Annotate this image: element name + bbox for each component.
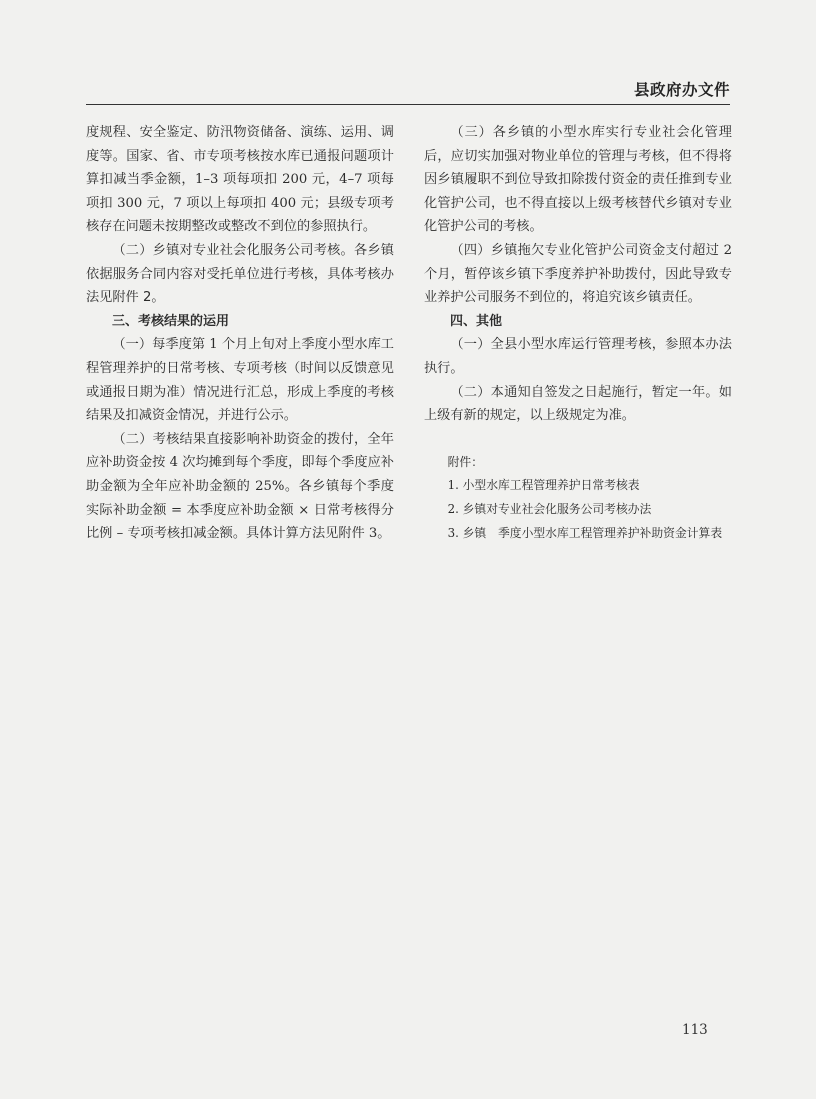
section-heading: 三、考核结果的运用	[112, 313, 230, 329]
page-header	[86, 78, 730, 105]
attachments-list	[424, 451, 732, 545]
paragraph: （一）全县小型水库运行管理考核，参照本办法执行。	[424, 337, 732, 376]
paragraph: （二）乡镇对专业社会化服务公司考核。各乡镇依据服务合同内容对受托单位进行考核，具体考核办法见附件 2。	[86, 242, 394, 306]
left-column	[86, 121, 394, 546]
paragraph: （三）各乡镇的小型水库实行专业社会化管理后，应切实加强对物业单位的管理与考核，但不得将因乡镇履职不到位导致扣除拨付资金的责任推到专业化管护公司，也不得直接以上级考核替代乡镇对专业化管护公司的考核。	[424, 125, 732, 235]
paragraph: （一）每季度第 1 个月上旬对上季度小型水库工程管理养护的日常考核、专项考核（时间以反馈意见或通报日期为准）情况进行汇总，形成上季度的考核结果及扣减资金情况，并进行公示。	[86, 337, 394, 424]
right-column	[424, 121, 732, 545]
header-title: 县政府办文件	[633, 81, 730, 99]
paragraph: （四）乡镇拖欠专业化管护公司资金支付超过 2 个月，暂停该乡镇下季度养护补助拨付，因此导致专业养护公司服务不到位的，将追究该乡镇责任。	[424, 242, 732, 306]
attachment-item: 2. 乡镇对专业社会化服务公司考核办法	[447, 501, 652, 516]
section-heading: 四、其他	[450, 313, 503, 329]
page-number: 113	[682, 1022, 708, 1038]
attachment-item: 1. 小型水库工程管理养护日常考核表	[447, 478, 640, 493]
paragraph: （二）考核结果直接影响补助资金的拨付，全年应补助资金按 4 次均摊到每个季度，即每个季度应补助金额为全年应补助金额的 25%。各乡镇每个季度实际补助金额 = 本季度应补助金额 × 日常考核得分比例 – 专项考核扣减金额。具体计算方法见附件 3。	[86, 431, 394, 542]
paragraph: （二）本通知自签发之日起施行，暂定一年。如上级有新的规定，以上级规定为准。	[424, 384, 732, 424]
attachment-item: 3. 乡镇 季度小型水库工程管理养护补助资金计算表	[447, 525, 723, 540]
attachments-label: 附件：	[447, 454, 483, 469]
paragraph: 度规程、安全鉴定、防汛物资储备、演练、运用、调度等。国家、省、市专项考核按水库已通报问题项计算扣减当季金额，1–3 项每项扣 200 元，4–7 项每项扣 300 元，7 项以上每项扣 400 元；县级专项考核存在问题未按期整改或整改不到位的参照执行。	[86, 125, 394, 235]
